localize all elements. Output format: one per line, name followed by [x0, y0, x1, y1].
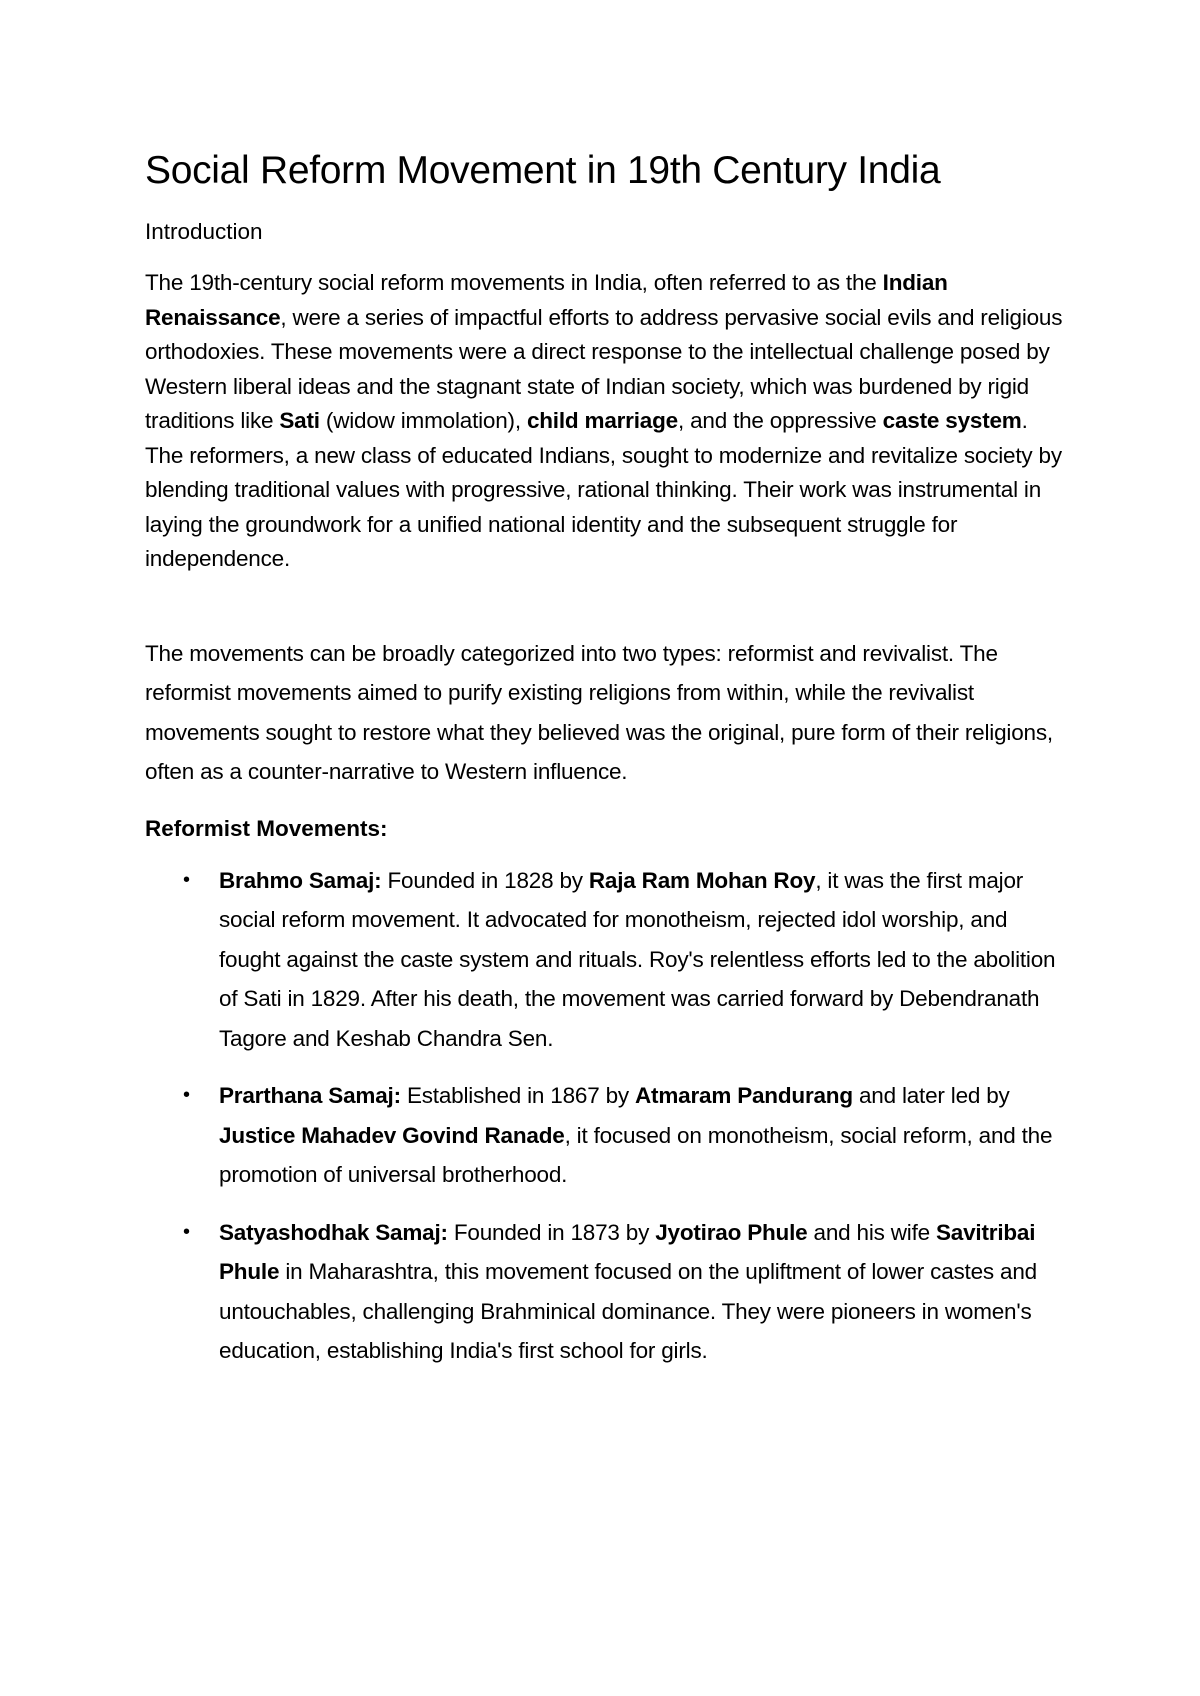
intro-bold-sati: Sati: [279, 408, 320, 433]
intro-text-5: . The reformers, a new class of educated Indians, sought to modernize and revitalize society by blending traditional values with progressive, rational thinking. Their work was instrumental in laying the groundwork for a unified national identity and the subsequent struggle for independence.: [145, 408, 1062, 571]
movement-text: in Maharashtra, this movement focused on the upliftment of lower castes and untouchables, challenging Brahminical dominance. They were pioneers in women's education, establishing India's first school for girls.: [219, 1259, 1037, 1363]
movement-text: and later led by: [852, 1083, 1010, 1108]
movement-text: Founded in 1828 by: [381, 867, 589, 893]
bullet-icon: •: [183, 1084, 190, 1106]
founder-name: Atmaram Pandurang: [635, 1083, 853, 1108]
movement-text: and his wife: [807, 1219, 936, 1245]
introduction-heading: Introduction: [145, 219, 263, 244]
founder-name: Jyotirao Phule: [655, 1219, 808, 1245]
intro-text-3: (widow immolation),: [319, 408, 527, 433]
movement-text: Established in 1867 by: [400, 1083, 635, 1108]
movement-name: Prarthana Samaj:: [219, 1083, 401, 1108]
intro-text-4: , and the oppressive: [677, 408, 883, 433]
bullet-icon: •: [183, 1220, 190, 1243]
reformist-movements-list: [145, 861, 1065, 1371]
list-item-satyashodhak-samaj: [145, 1213, 1065, 1371]
list-item-prarthana-samaj: [145, 1076, 1065, 1195]
founder-name: Raja Ram Mohan Roy: [588, 867, 816, 893]
categories-paragraph: The movements can be broadly categorized into two types: reformist and revivalist. The reformist movements aimed to purify existing religions from within, while the revivalist movements sought to restore what they believed was the original, pure form of their religions, often as a counter-narrative to Western influence.: [145, 640, 1053, 784]
cofounder-name: Savitribai Phule: [219, 1219, 1036, 1284]
intro-bold-indian-renaissance: Indian Renaissance: [145, 270, 948, 330]
movement-name: Brahmo Samaj:: [219, 867, 382, 893]
document-page: [145, 145, 1065, 1389]
reformist-movements-heading: Reformist Movements:: [145, 815, 388, 841]
list-item-brahmo-samaj: [145, 861, 1065, 1059]
introduction-paragraph: [145, 266, 1065, 577]
document-title: Social Reform Movement in 19th Century India: [145, 149, 941, 192]
intro-text-2: , were a series of impactful efforts to address pervasive social evils and religious orthodoxies. These movements were a direct response to the intellectual challenge posed by Western liberal ideas and the stagnant state of Indian society, which was burdened by rigid traditions like: [145, 304, 1063, 433]
movement-text: , it focused on monotheism, social reform, and the promotion of universal brotherhood.: [219, 1122, 1053, 1187]
intro-bold-caste-system: caste system: [882, 408, 1022, 433]
intro-bold-child-marriage: child marriage: [526, 408, 678, 433]
movement-name: Satyashodhak Samaj:: [219, 1219, 448, 1245]
bullet-icon: •: [183, 868, 190, 891]
movement-text: , it was the first major social reform movement. It advocated for monotheism, rejected idol worship, and fought against the caste system and rituals. Roy's relentless efforts led to the abolition of Sati in 1829. After his death, the movement was carried forward by Debendranath Tagore and Keshab Chandra Sen.: [219, 867, 1056, 1051]
leader-name: Justice Mahadev Govind Ranade: [219, 1122, 565, 1148]
movement-text: Founded in 1873 by: [447, 1219, 656, 1245]
intro-text-1: The 19th-century social reform movements in India, often referred to as the: [145, 270, 883, 295]
